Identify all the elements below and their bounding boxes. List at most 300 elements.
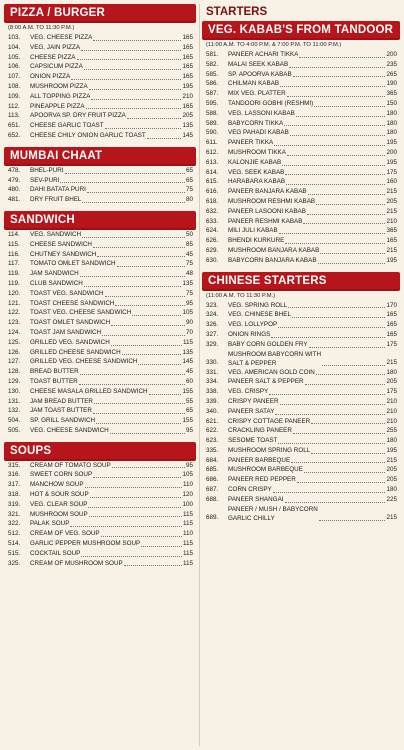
dot-leader: [279, 233, 386, 234]
menu-item: [202, 128, 400, 138]
menu-item: [4, 328, 196, 338]
item-price: 215: [386, 207, 397, 215]
dot-leader: [93, 413, 185, 414]
item-code: 316.: [8, 471, 21, 479]
item-price: 105: [182, 309, 193, 317]
item-price: 165: [182, 43, 193, 51]
menu-item: [202, 417, 400, 427]
menu-item: [4, 259, 196, 269]
menu-item: [4, 549, 196, 559]
dot-leader: [85, 487, 182, 488]
item-code: 478.: [8, 166, 21, 174]
item-price: 170: [386, 301, 397, 309]
menu-item: [202, 505, 400, 523]
menu-item: [4, 131, 196, 141]
item-code: 317.: [8, 481, 21, 489]
item-code: 113.: [8, 112, 20, 120]
item-name: MUSHROOM BANJARA KABAB: [228, 246, 320, 254]
item-price: 165: [386, 330, 397, 338]
item-name: SESOME TOAST: [228, 437, 278, 445]
dot-leader: [101, 536, 182, 537]
item-name: TOAST OMLET SANDWICH: [30, 319, 111, 327]
item-price: 210: [182, 92, 193, 100]
item-name: GRILLED VEG. CHEESE SANDWICH: [30, 358, 138, 366]
item-code: 589.: [206, 119, 219, 127]
dot-leader: [287, 96, 386, 97]
item-price: 180: [386, 437, 397, 445]
section-title: SOUPS: [4, 442, 196, 461]
menu-item: [4, 121, 196, 131]
item-price: 215: [386, 188, 397, 196]
item-name: PANEER SHANGAI: [228, 495, 284, 503]
menu-item: [202, 377, 400, 387]
dot-leader: [87, 192, 185, 193]
item-code: 131.: [8, 397, 21, 405]
item-code: 127.: [8, 358, 21, 366]
dot-leader: [291, 462, 385, 463]
dot-leader: [284, 125, 385, 126]
item-price: 70: [185, 328, 193, 336]
item-name: MUSHROOM SPRING ROLL: [228, 446, 311, 454]
menu-item: [202, 340, 400, 350]
dot-leader: [322, 365, 385, 366]
item-code: 117.: [8, 260, 20, 268]
menu-item: [202, 495, 400, 505]
item-price: 75: [185, 186, 193, 194]
item-name: MALAI SEEK KABAB: [228, 60, 289, 68]
item-code: 326.: [206, 321, 219, 329]
item-name: GRILLED CHEESE SANDWICH: [30, 348, 121, 356]
item-price: 115: [182, 540, 193, 548]
item-price: 145: [182, 131, 193, 139]
menu-item: [202, 310, 400, 320]
section-mumbai-chaat: [4, 147, 196, 205]
menu-item: [4, 348, 196, 358]
item-name: PANEER BARBEQUE: [228, 456, 291, 464]
item-name: [228, 505, 318, 523]
dot-leader: [285, 174, 385, 175]
item-price: 165: [182, 63, 193, 71]
item-name: CHUTNEY SANDWICH: [30, 250, 97, 258]
dot-leader: [84, 69, 182, 70]
item-code: 582.: [206, 60, 219, 68]
menu-item: [4, 92, 196, 102]
item-price: 110: [182, 481, 193, 489]
dot-leader: [286, 184, 385, 185]
item-price: 195: [182, 82, 193, 90]
item-price: 110: [182, 530, 193, 538]
item-name: VEG. CHEESE PIZZA: [30, 34, 93, 41]
dot-leader: [293, 433, 386, 434]
item-price: 105: [182, 471, 193, 479]
item-price: 255: [386, 427, 397, 435]
dot-leader: [318, 263, 386, 264]
item-price: 175: [386, 388, 397, 396]
section-title: CHINESE STARTERS: [202, 272, 400, 291]
item-name-line2: GARLIC CHILLY: [228, 514, 275, 522]
item-name: VEG. SEEK KABAB: [228, 168, 285, 176]
item-code: 123.: [8, 319, 21, 327]
dot-leader: [296, 116, 386, 117]
item-code: 322.: [8, 520, 21, 528]
menu-item: [202, 148, 400, 158]
menu-item: [202, 70, 400, 80]
dot-leader: [316, 374, 386, 375]
item-code: 687.: [206, 486, 219, 494]
dot-leader: [80, 374, 185, 375]
menu-item: [202, 207, 400, 217]
menu-item: [202, 119, 400, 129]
section-timing: (8:00 A.M. TO 11:30 P.M.): [8, 25, 75, 31]
section-timing: (11:00 A.M. TO 11:30 P.M.): [206, 292, 276, 299]
item-code: 618.: [206, 197, 219, 205]
item-name: PANEER BANJARA KABAB: [228, 188, 307, 196]
item-name: VEG. LOLLYPOP: [228, 321, 278, 329]
section-title: VEG. KABAB'S FROM TANDOOR: [202, 21, 400, 40]
item-price: 365: [386, 227, 397, 235]
menu-item: [4, 480, 196, 490]
dot-leader: [82, 237, 185, 238]
item-name: CHILMAN KABAB: [228, 80, 280, 88]
item-name: JAM BREAD BUTTER: [30, 397, 93, 405]
dot-leader: [111, 345, 182, 346]
dot-leader: [287, 155, 386, 156]
item-name: TOAST VEG. CHEESE SANDWICH: [30, 309, 132, 317]
dot-leader: [81, 556, 182, 557]
item-code: 581.: [206, 51, 219, 58]
menu-item: [4, 240, 196, 250]
item-code: 338.: [206, 388, 219, 396]
item-name: ALL TOPPING PIZZA: [30, 92, 91, 100]
section-pizza-burger: [4, 4, 196, 141]
item-code: 107.: [8, 73, 21, 81]
menu-item: [4, 176, 196, 186]
menu-item: [202, 138, 400, 148]
item-price: 165: [182, 34, 193, 41]
menu-item: [4, 416, 196, 426]
item-code: 623.: [206, 437, 219, 445]
item-price: 210: [386, 217, 397, 225]
item-code: 629.: [206, 246, 219, 254]
dot-leader: [311, 423, 385, 424]
menu-item: [202, 99, 400, 109]
dot-leader: [280, 404, 386, 405]
item-name: GARLIC PEPPER MUSHROOM SOUP: [30, 540, 141, 548]
column-divider: [199, 4, 200, 746]
menu-item: [202, 187, 400, 197]
item-name: VEG. JAIN PIZZA: [30, 43, 81, 51]
item-price: 205: [386, 466, 397, 474]
item-price: 175: [386, 340, 397, 348]
dot-leader: [60, 182, 185, 183]
item-code: 125.: [8, 338, 21, 346]
item-code: 121.: [8, 299, 21, 307]
item-code: 616.: [206, 188, 219, 196]
item-price: 50: [185, 230, 193, 238]
menu-item: [4, 308, 196, 318]
item-price: 180: [386, 486, 397, 494]
dot-leader: [93, 40, 181, 41]
left-column: [4, 0, 196, 750]
item-name: JAM TOAST BUTTER: [30, 407, 92, 415]
item-price: 200: [386, 51, 397, 58]
item-price: 205: [386, 476, 397, 484]
item-name: MUSHROOM SOUP: [30, 510, 88, 518]
item-price: 165: [386, 237, 397, 245]
item-name: BREAD BUTTER: [30, 368, 79, 376]
dot-leader: [82, 202, 185, 203]
item-code: 129.: [8, 377, 21, 385]
item-name: CHEESE MASALA GRILLED SANDWICH: [30, 387, 148, 395]
dot-leader: [115, 305, 185, 306]
dot-leader: [280, 86, 385, 87]
item-name: BABY CORN GOLDEN FRY: [228, 340, 308, 348]
menu-item: [4, 357, 196, 367]
item-price: 195: [386, 446, 397, 454]
item-price: 45: [185, 250, 193, 258]
item-price: 205: [386, 378, 397, 386]
dot-leader: [311, 453, 385, 454]
item-name: CAPSICUM PIZZA: [30, 63, 83, 71]
item-price: 48: [185, 270, 193, 278]
menu-item: [4, 510, 196, 520]
item-price: 175: [386, 168, 397, 176]
item-name-line2: SALT & PEPPER: [228, 359, 277, 367]
dot-leader: [288, 307, 385, 308]
section-sandwich: [4, 211, 196, 436]
menu-item: [4, 406, 196, 416]
menu-item: [4, 72, 196, 82]
item-name: DAHI BATATA PURI: [30, 186, 86, 194]
dot-leader: [290, 135, 386, 136]
item-name: MUSHROOM PIZZA: [30, 82, 88, 90]
item-price: 115: [182, 520, 193, 528]
dot-leader: [278, 443, 385, 444]
menu-item: [202, 426, 400, 436]
item-price: 135: [182, 122, 193, 130]
item-name: VEG. LASSONI KABAB: [228, 109, 295, 117]
dot-leader: [90, 497, 182, 498]
item-code: 325.: [8, 559, 21, 567]
item-code: 323.: [206, 301, 219, 309]
item-name: DRY FRUIT BHEL: [30, 196, 82, 204]
dot-leader: [285, 243, 385, 244]
item-price: 60: [185, 377, 193, 385]
dot-leader: [278, 327, 385, 328]
item-price: 215: [386, 513, 397, 521]
item-name: PANEER RED PEPPER: [228, 476, 296, 484]
item-name: BHENDI KURKURE: [228, 237, 285, 245]
section-soups: [4, 442, 196, 569]
item-price: 115: [182, 510, 193, 518]
item-price: 95: [185, 461, 193, 469]
menu-item: [202, 197, 400, 207]
item-code: 586.: [206, 80, 219, 88]
menu-item: [202, 256, 400, 266]
item-code: 115.: [8, 240, 20, 248]
item-code: 321.: [8, 510, 21, 518]
item-price: 90: [185, 319, 193, 327]
dot-leader: [79, 384, 185, 385]
dot-leader: [93, 477, 181, 478]
item-name: VEG. CRISPY: [228, 388, 269, 396]
item-name: CREAM OF VEG. SOUP: [30, 530, 100, 538]
item-name: APOORVA SP. DRY FRUIT PIZZA: [30, 112, 126, 120]
dot-leader: [117, 266, 185, 267]
item-code: 327.: [206, 330, 219, 338]
item-code: 585.: [206, 70, 219, 78]
item-code: 105.: [8, 53, 21, 61]
item-code: 515.: [8, 549, 21, 557]
menu-item: [4, 43, 196, 53]
dot-leader: [105, 296, 185, 297]
section-title: PIZZA / BURGER: [4, 4, 196, 23]
item-price: 200: [386, 148, 397, 156]
item-price: 95: [185, 426, 193, 434]
item-price: 180: [386, 368, 397, 376]
menu-item: [4, 33, 196, 43]
item-name: MUSHROOM RESHMI KABAB: [228, 197, 316, 205]
item-name: PANEER SALT & PEPPER: [228, 378, 304, 386]
menu-item: [202, 168, 400, 178]
item-name: SP. APOORVA KABAB: [228, 70, 292, 78]
item-code: 122.: [8, 309, 21, 317]
item-code: 112.: [8, 102, 20, 110]
item-code: 109.: [8, 92, 21, 100]
item-code: 334.: [206, 378, 219, 386]
dot-leader: [71, 79, 181, 80]
right-column: [202, 0, 400, 750]
dot-leader: [297, 482, 386, 483]
menu-item: [202, 89, 400, 99]
menu-item: [4, 269, 196, 279]
menu-item: [4, 426, 196, 436]
item-name: TOAST VEG. SANDWICH: [30, 289, 104, 297]
item-price: 195: [386, 139, 397, 147]
item-code: 108.: [8, 82, 21, 90]
item-code: 324.: [206, 311, 219, 319]
item-code: 331.: [206, 368, 219, 376]
item-code: 621.: [206, 417, 219, 425]
menu-item: [202, 485, 400, 495]
menu-item: [4, 490, 196, 500]
dot-leader: [319, 520, 386, 521]
dot-leader: [77, 59, 182, 60]
item-code: 124.: [8, 328, 21, 336]
item-name: MUSHROOM TIKKA: [228, 148, 286, 156]
item-name: SEV-PURI: [30, 176, 60, 184]
menu-item: [4, 53, 196, 63]
menu-item: [202, 301, 400, 311]
item-price: 85: [185, 240, 193, 248]
item-name: BHEL-PURI: [30, 166, 64, 174]
dot-leader: [80, 276, 185, 277]
menu-item: [202, 350, 400, 368]
item-code: 330.: [206, 358, 219, 366]
item-price: 195: [386, 256, 397, 264]
item-price: 165: [182, 102, 193, 110]
menu-item: [4, 102, 196, 112]
item-name: HARABARA KABAB: [228, 178, 286, 186]
item-price: 115: [182, 338, 193, 346]
item-name: MIX VEG. PLATTER: [228, 90, 286, 98]
dot-leader: [70, 526, 182, 527]
item-code: 626.: [206, 237, 219, 245]
section-title: MUMBAI CHAAT: [4, 147, 196, 166]
item-code: 104.: [8, 43, 21, 51]
item-price: 155: [182, 387, 193, 395]
menu-item: [202, 158, 400, 168]
item-name: CRISPY COTTAGE PANEER: [228, 417, 311, 425]
dot-leader: [274, 145, 385, 146]
menu-item: [4, 318, 196, 328]
dot-leader: [127, 118, 182, 119]
dot-leader: [149, 394, 182, 395]
menu-item: [202, 79, 400, 89]
dot-leader: [314, 106, 385, 107]
item-name: SWEET CORN SOUP: [30, 471, 93, 479]
item-name: MANCHOW SOUP: [30, 481, 84, 489]
item-price: 65: [185, 166, 193, 174]
item-price: 210: [386, 397, 397, 405]
item-name: CRISPY PANEER: [228, 397, 279, 405]
menu-item: [202, 387, 400, 397]
item-code: 587.: [206, 90, 219, 98]
dot-leader: [122, 354, 182, 355]
item-code: 106.: [8, 63, 21, 71]
dot-leader: [307, 214, 386, 215]
item-name: KALONJIE KABAB: [228, 158, 282, 166]
item-code: 689.: [206, 513, 219, 521]
dot-leader: [93, 247, 185, 248]
item-name: PINEAPPLE PIZZA: [30, 102, 85, 110]
item-name: BABYCORN TIKKA: [228, 119, 284, 127]
dot-leader: [316, 204, 385, 205]
dot-leader: [271, 337, 385, 338]
item-price: 165: [386, 321, 397, 329]
dot-leader: [285, 502, 386, 503]
item-code: 119.: [8, 279, 20, 287]
item-price: 160: [386, 178, 397, 186]
dot-leader: [91, 99, 181, 100]
menu-item: [4, 500, 196, 510]
menu-item: [4, 289, 196, 299]
item-name: GRILLED VEG. SANDWICH: [30, 338, 110, 346]
item-code: 119.: [8, 270, 20, 278]
item-price: 75: [185, 289, 193, 297]
menu-item: [4, 185, 196, 195]
menu-item: [4, 166, 196, 176]
item-code: 505.: [8, 426, 21, 434]
item-name: HOT & SOUR SOUP: [30, 491, 89, 499]
menu-item: [4, 519, 196, 529]
menu-item: [4, 82, 196, 92]
item-name: SP. GRILL SANDWICH: [30, 417, 96, 425]
menu-item: [4, 62, 196, 72]
item-code: 590.: [206, 129, 219, 137]
menu-item: [202, 456, 400, 466]
section-timing: (11:00 A.M. TO 4:00 P.M. & 7:00 P.M. TO 11:00 P.M.): [206, 42, 342, 48]
item-code: 481.: [8, 196, 21, 204]
item-name: VEG. CHEESE SANDWICH: [30, 426, 109, 434]
menu-item: [4, 338, 196, 348]
item-code: 613.: [206, 158, 219, 166]
item-code: 130.: [8, 387, 21, 395]
dot-leader: [124, 565, 182, 566]
item-name: VEG. SANDWICH: [30, 230, 82, 238]
dot-leader: [105, 128, 182, 129]
menu-item: [202, 475, 400, 485]
